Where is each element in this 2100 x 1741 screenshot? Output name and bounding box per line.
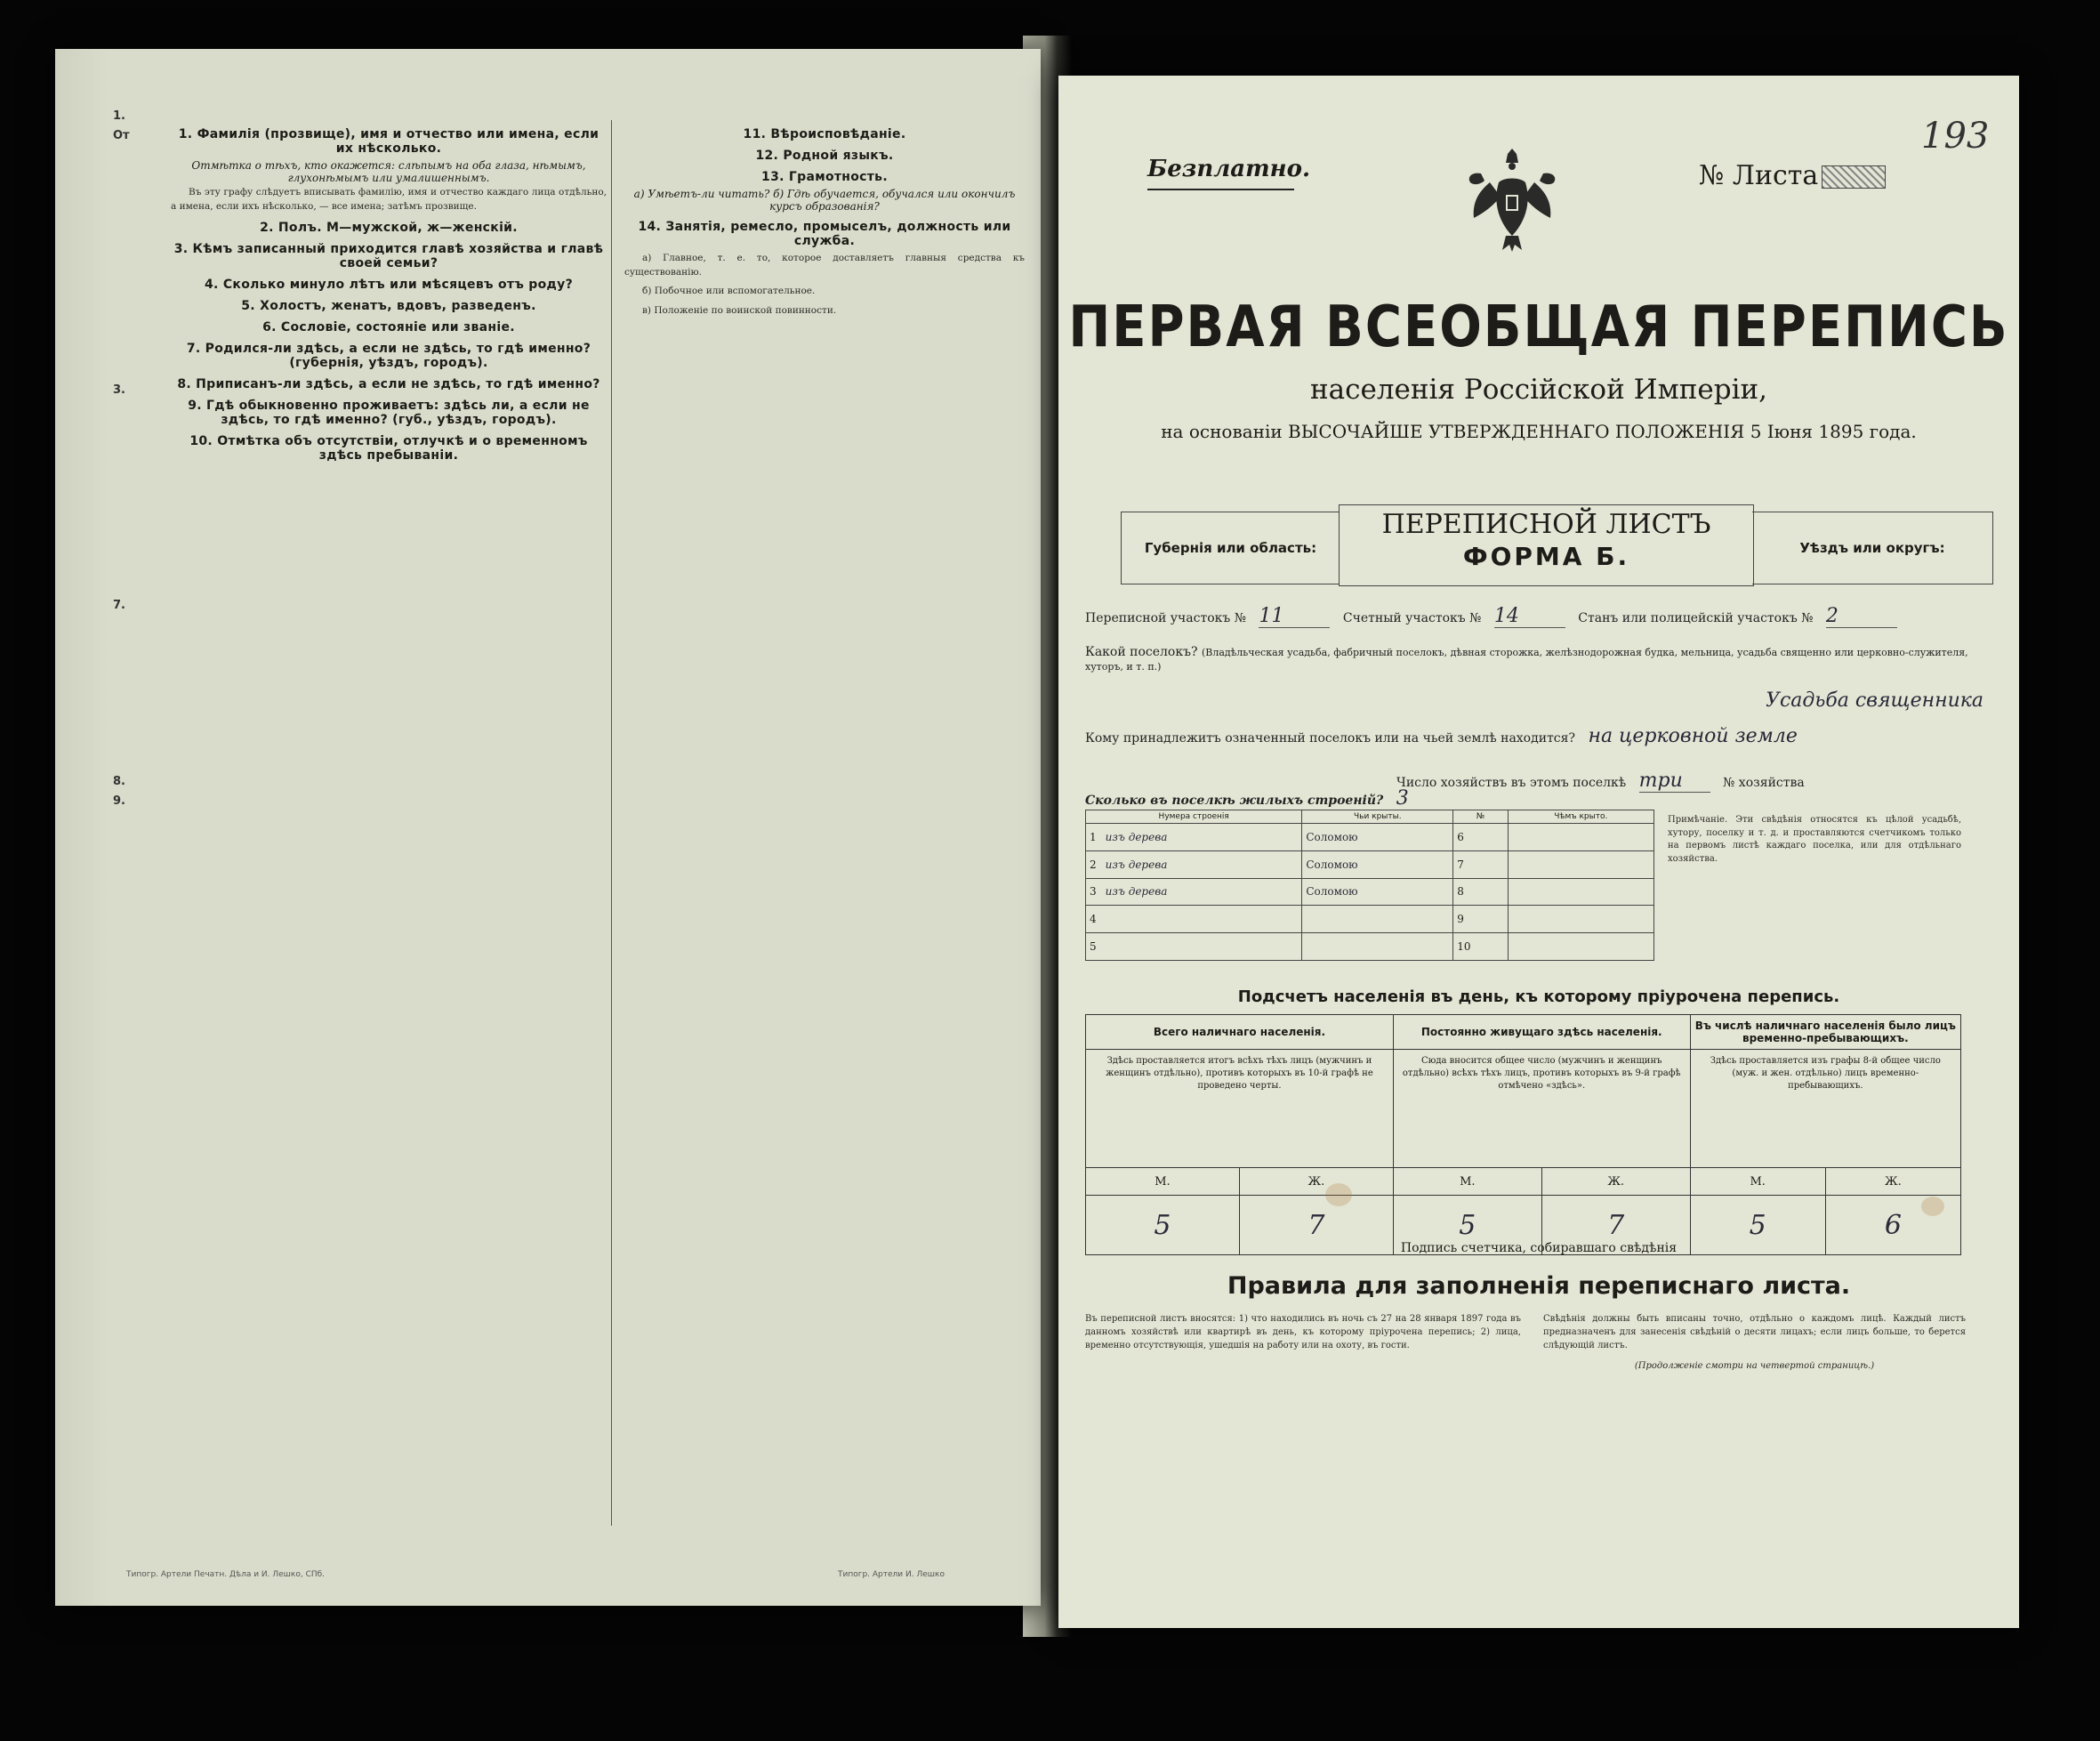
household-number-label: № хозяйства: [1723, 776, 1805, 790]
section-heading: 8. Приписанъ-ли здѣсь, а если не здѣсь, то гдѣ именно?: [177, 377, 600, 391]
edge-letter: [113, 811, 140, 831]
free-label: Безплатно.: [1147, 156, 1310, 182]
edge-letter: [113, 655, 140, 674]
edge-letter: [113, 537, 140, 557]
buildings-header-roof: Чьи крыты.: [1302, 810, 1453, 824]
edge-letter: [113, 439, 140, 459]
census-section-value: 11: [1259, 605, 1330, 628]
printer-footer: Типогр. Артели Печатн. Дѣла и И. Лешко, СПб.: [126, 1570, 326, 1579]
owner-line: [1085, 725, 1992, 747]
building-material: изъ дерева: [1105, 830, 1168, 843]
edge-letter: [113, 165, 140, 185]
left-page: [55, 49, 1041, 1606]
edge-letters: [113, 107, 140, 870]
edge-letter: [113, 518, 140, 537]
double-headed-eagle-emblem: [1454, 147, 1570, 254]
households-label: Число хозяйствъ въ этомъ поселкѣ: [1396, 776, 1627, 790]
building-material: изъ дерева: [1105, 858, 1168, 871]
section-heading: 9. Гдѣ обыкновенно проживаетъ: здѣсь ли, а если не здѣсь, то гдѣ именно? (губ., уѣздъ, городъ).: [188, 399, 590, 427]
building-row: [1086, 850, 1654, 878]
section-heading: 4. Сколько минуло лѣтъ или мѣсяцевъ отъ роду?: [204, 278, 574, 292]
edge-letter: [113, 361, 140, 381]
section-heading: 7. Родился-ли здѣсь, а если не здѣсь, то гдѣ именно? (губернія, уѣздъ, городъ).: [186, 342, 591, 370]
section-heading: 11. Вѣроисповѣданіе.: [743, 127, 906, 141]
edge-letter: 1.: [113, 109, 125, 123]
building-number-right: 10: [1453, 933, 1508, 961]
building-row: [1086, 933, 1654, 961]
temporary-male-value: 5: [1690, 1196, 1825, 1255]
edge-letter: [113, 616, 140, 635]
sheet-number-label: № Листа: [1699, 160, 1819, 191]
stan-value: 2: [1826, 605, 1897, 628]
count-section-value: 14: [1494, 605, 1565, 628]
settlement-hint: (Владѣльческая усадьба, фабричный поселокъ, дѣвная сторожка, желѣзнодорожная будка, мельница, усадьба священно или церковно-служителя, хуторъ, и т. п.): [1085, 647, 1968, 673]
settlement-value: Усадьба священника: [1766, 689, 1983, 712]
male-label: М.: [1086, 1168, 1240, 1196]
building-number-text: 5: [1090, 940, 1097, 954]
section-paragraph: б) Побочное или вспомогательное.: [642, 286, 816, 296]
edge-letter: [113, 224, 140, 244]
instructions-column-2: [624, 120, 1025, 1544]
edge-letter: [113, 283, 140, 302]
edge-letter: [113, 713, 140, 733]
buildings-line: [1085, 787, 1992, 810]
building-number: [1086, 878, 1302, 906]
section-heading: 1. Фамилія (прозвище), имя и отчество или имена, если их нѣсколько.: [178, 127, 599, 156]
section-subheading: Отмѣтка о тѣхъ, кто окажется: слѣпымъ на оба глаза, нѣмымъ, глухонѣмымъ или умалишеннымъ.: [191, 159, 586, 184]
edge-letter: 8.: [113, 775, 125, 788]
edge-letter: [113, 498, 140, 518]
settlement-line: [1085, 645, 1992, 673]
buildings-table: [1085, 810, 1654, 961]
section-heading: 3. Кѣмъ записанный приходится главѣ хозяйства и главѣ своей семьи?: [173, 242, 604, 270]
permanent-female-value: 7: [1541, 1196, 1690, 1255]
section-heading: 6. Сословіе, состояніе или званіе.: [262, 320, 515, 334]
sheet-number-box: [1822, 165, 1886, 189]
edge-letter: [113, 733, 140, 753]
male-label: М.: [1393, 1168, 1541, 1196]
edge-letter: [113, 263, 140, 283]
edge-letter: [113, 850, 140, 870]
building-number-text: 2: [1090, 858, 1097, 871]
count-desc-temporary: Здѣсь проставляется изъ графы 8-й общее число (муж. и жен. отдѣльно) лицъ временно-пребывающихъ.: [1690, 1050, 1960, 1168]
building-number-text: 4: [1090, 913, 1097, 926]
rules-column-2: [1543, 1312, 1966, 1373]
rules-column-2-text: Свѣдѣнія должны быть вписаны точно, отдѣльно о каждомъ лицѣ. Каждый листъ предназначенъ для занесенія свѣдѣній о десяти лицахъ; если лицъ больше, то берется слѣдующій листъ.: [1543, 1314, 1966, 1350]
edge-letter: [113, 479, 140, 498]
building-number: [1086, 850, 1302, 878]
instructions-column-1: [171, 120, 607, 1544]
edge-letter: 7.: [113, 599, 125, 612]
edge-letter: [113, 635, 140, 655]
edge-letter: [113, 400, 140, 420]
count-header-permanent: Постоянно живущаго здѣсь населенія.: [1393, 1015, 1690, 1050]
edge-letter: [113, 185, 140, 205]
edge-letter: [113, 342, 140, 361]
population-count-table: [1085, 1014, 1961, 1255]
total-male-value: 5: [1086, 1196, 1240, 1255]
column-divider: [611, 120, 612, 1526]
building-roof-right: [1508, 933, 1653, 961]
section-paragraph: Въ эту графу слѣдуетъ вписывать фамилію, имя и отчество каждаго лица отдѣльно, а имена, если ихъ нѣсколько, — все имена; затѣмъ прозвище.: [171, 187, 607, 212]
printer-footer-2: Типогр. Артели И. Лешко: [838, 1570, 945, 1579]
section-heading: 5. Холостъ, женатъ, вдовъ, разведенъ.: [241, 299, 536, 313]
settlement-label: Какой поселокъ?: [1085, 645, 1198, 659]
building-material: изъ дерева: [1105, 885, 1168, 899]
census-subtitle: населенія Россійской Имперіи,: [1309, 374, 1768, 406]
building-roof: Соломою: [1302, 824, 1453, 851]
building-number-right: 9: [1453, 906, 1508, 933]
building-row: [1086, 878, 1654, 906]
owner-value: на церковной земле: [1588, 725, 1798, 747]
edge-letter: [113, 753, 140, 772]
count-desc-total: Здѣсь проставляется итогъ всѣхъ тѣхъ лицъ (мужчинъ и женщинъ отдѣльно), противъ которыхъ въ 10-й графѣ не проведено черты.: [1086, 1050, 1394, 1168]
section-heading: 2. Полъ. М—мужской, ж—женскій.: [260, 221, 518, 235]
settlement-value-line: [1085, 689, 1992, 712]
count-header-temporary: Въ числѣ наличнаго населенія было лицъ временно-пребывающихъ.: [1690, 1015, 1960, 1050]
count-header-total: Всего наличнаго населенія.: [1086, 1015, 1394, 1050]
paper-stain: [1921, 1197, 1944, 1216]
count-desc-permanent: Сюда вносится общее число (мужчинъ и женщинъ отдѣльно) всѣхъ тѣхъ лицъ, противъ которыхъ въ 9-й графѣ отмѣчено «здѣсь».: [1393, 1050, 1690, 1168]
edge-letter: 9.: [113, 794, 125, 808]
building-roof-right: [1508, 850, 1653, 878]
building-number: [1086, 906, 1302, 933]
form-header-box: [1121, 509, 2010, 587]
form-title-box: [1339, 504, 1754, 586]
edge-letter: [113, 459, 140, 479]
paper-stain: [1325, 1183, 1352, 1206]
section-subheading: а) Умѣетъ-ли читать? б) Гдѣ обучается, обучался или окончилъ курсъ образованія?: [633, 188, 1016, 213]
free-underline: [1147, 189, 1294, 190]
counter-signature-line: Подпись счетчика, собиравшаго свѣдѣнія: [1400, 1241, 1678, 1255]
building-row: [1086, 906, 1654, 933]
edge-letter: [113, 322, 140, 342]
page-number: 193: [1921, 116, 1990, 157]
buildings-header-number-2: №: [1453, 810, 1508, 824]
building-roof: [1302, 933, 1453, 961]
census-section-label: Переписной участокъ №: [1085, 611, 1246, 625]
edge-letter: От: [113, 129, 130, 142]
permanent-male-value: 5: [1393, 1196, 1541, 1255]
edge-letter: [113, 205, 140, 224]
page-edge: [55, 49, 109, 1606]
building-roof: Соломою: [1302, 850, 1453, 878]
building-roof-right: [1508, 906, 1653, 933]
stan-label: Станъ или полицейскій участокъ №: [1578, 611, 1814, 625]
temporary-female-value: 6: [1825, 1196, 1960, 1255]
census-title: ПЕРВАЯ ВСЕОБЩАЯ ПЕРЕПИСЬ: [1068, 294, 2009, 360]
section-heading: 13. Грамотность.: [761, 170, 888, 184]
buildings-value: 3: [1396, 787, 1468, 810]
sections-line: [1085, 605, 1992, 628]
edge-letter: [113, 831, 140, 850]
edge-letter: [113, 244, 140, 263]
edge-letter: [113, 674, 140, 694]
building-roof-right: [1508, 824, 1653, 851]
buildings-header-roof-2: Чѣмъ крыто.: [1508, 810, 1653, 824]
buildings-note: Примѣчаніе. Эти свѣдѣнія относятся къ цѣлой усадьбѣ, хутору, поселку и т. д. и проставляются счетчикомъ только на первомъ листѣ каждаго поселка, или для отдѣльнаго хозяйства.: [1668, 815, 1961, 864]
building-number-right: 8: [1453, 878, 1508, 906]
households-value: три: [1639, 770, 1710, 793]
building-number: [1086, 933, 1302, 961]
female-label: Ж.: [1825, 1168, 1960, 1196]
count-section-label: Счетный участокъ №: [1342, 611, 1482, 625]
edge-letter: [113, 302, 140, 322]
section-paragraph: а) Главное, т. е. то, которое доставляетъ главныя средства къ существованію.: [624, 253, 1025, 278]
province-label: Губернія или область:: [1121, 512, 1340, 584]
owner-label: Кому принадлежитъ означенный поселокъ или на чьей землѣ находится?: [1085, 731, 1575, 746]
rules-footnote: (Продолженіе смотри на четвертой страницѣ.): [1634, 1361, 1875, 1371]
form-title: ПЕРЕПИСНОЙ ЛИСТЪ: [1381, 509, 1711, 540]
population-count-title: Подсчетъ населенія въ день, къ которому пріурочена перепись.: [1237, 987, 1840, 1006]
section-heading: 10. Отмѣтка объ отсутствіи, отлучкѣ и о временномъ здѣсь пребываніи.: [189, 434, 588, 463]
buildings-header-number: Нумера строенія: [1086, 810, 1302, 824]
building-number-right: 7: [1453, 850, 1508, 878]
census-basis: на основаніи ВЫСОЧАЙШЕ УТВЕРЖДЕННАГО ПОЛОЖЕНІЯ 5 Іюня 1895 года.: [1161, 421, 1917, 442]
form-name: ФОРМА Б.: [1462, 542, 1630, 571]
building-number: [1086, 824, 1302, 851]
building-number-right: 6: [1453, 824, 1508, 851]
female-label: Ж.: [1239, 1168, 1393, 1196]
edge-letter: [113, 557, 140, 576]
female-label: Ж.: [1541, 1168, 1690, 1196]
edge-letter: [113, 576, 140, 596]
edge-letter: 3.: [113, 383, 125, 397]
sheet-number: [1699, 160, 1886, 191]
building-number-text: 3: [1090, 885, 1097, 899]
edge-letter: [113, 420, 140, 439]
section-heading: 12. Родной языкъ.: [755, 149, 894, 163]
male-label: М.: [1690, 1168, 1825, 1196]
district-label: Уѣздъ или округъ:: [1752, 512, 1993, 584]
building-row: [1086, 824, 1654, 851]
building-roof-right: [1508, 878, 1653, 906]
edge-letter: [113, 694, 140, 713]
building-number-text: 1: [1090, 830, 1097, 843]
right-page: [1058, 76, 2019, 1628]
rules-title: Правила для заполненія переписнаго листа.: [1227, 1272, 1851, 1300]
building-roof: [1302, 906, 1453, 933]
edge-letter: [113, 146, 140, 165]
section-heading: 14. Занятія, ремесло, промыселъ, должность или служба.: [638, 220, 1011, 248]
rules-column-1: Въ переписной листъ вносятся: 1) что находились въ ночь съ 27 на 28 января 1897 года въ данномъ хозяйствѣ или квартирѣ въ день, къ которому пріурочена перепись; 2) лица, временно отсутствующія, ушедшія на работу или на охоту, въ гости.: [1085, 1314, 1521, 1350]
buildings-label: Сколько въ поселкѣ жилыхъ строеній?: [1085, 794, 1384, 808]
section-paragraph: в) Положеніе по воинской повинности.: [642, 304, 837, 316]
total-female-value: 7: [1239, 1196, 1393, 1255]
building-roof: Соломою: [1302, 878, 1453, 906]
